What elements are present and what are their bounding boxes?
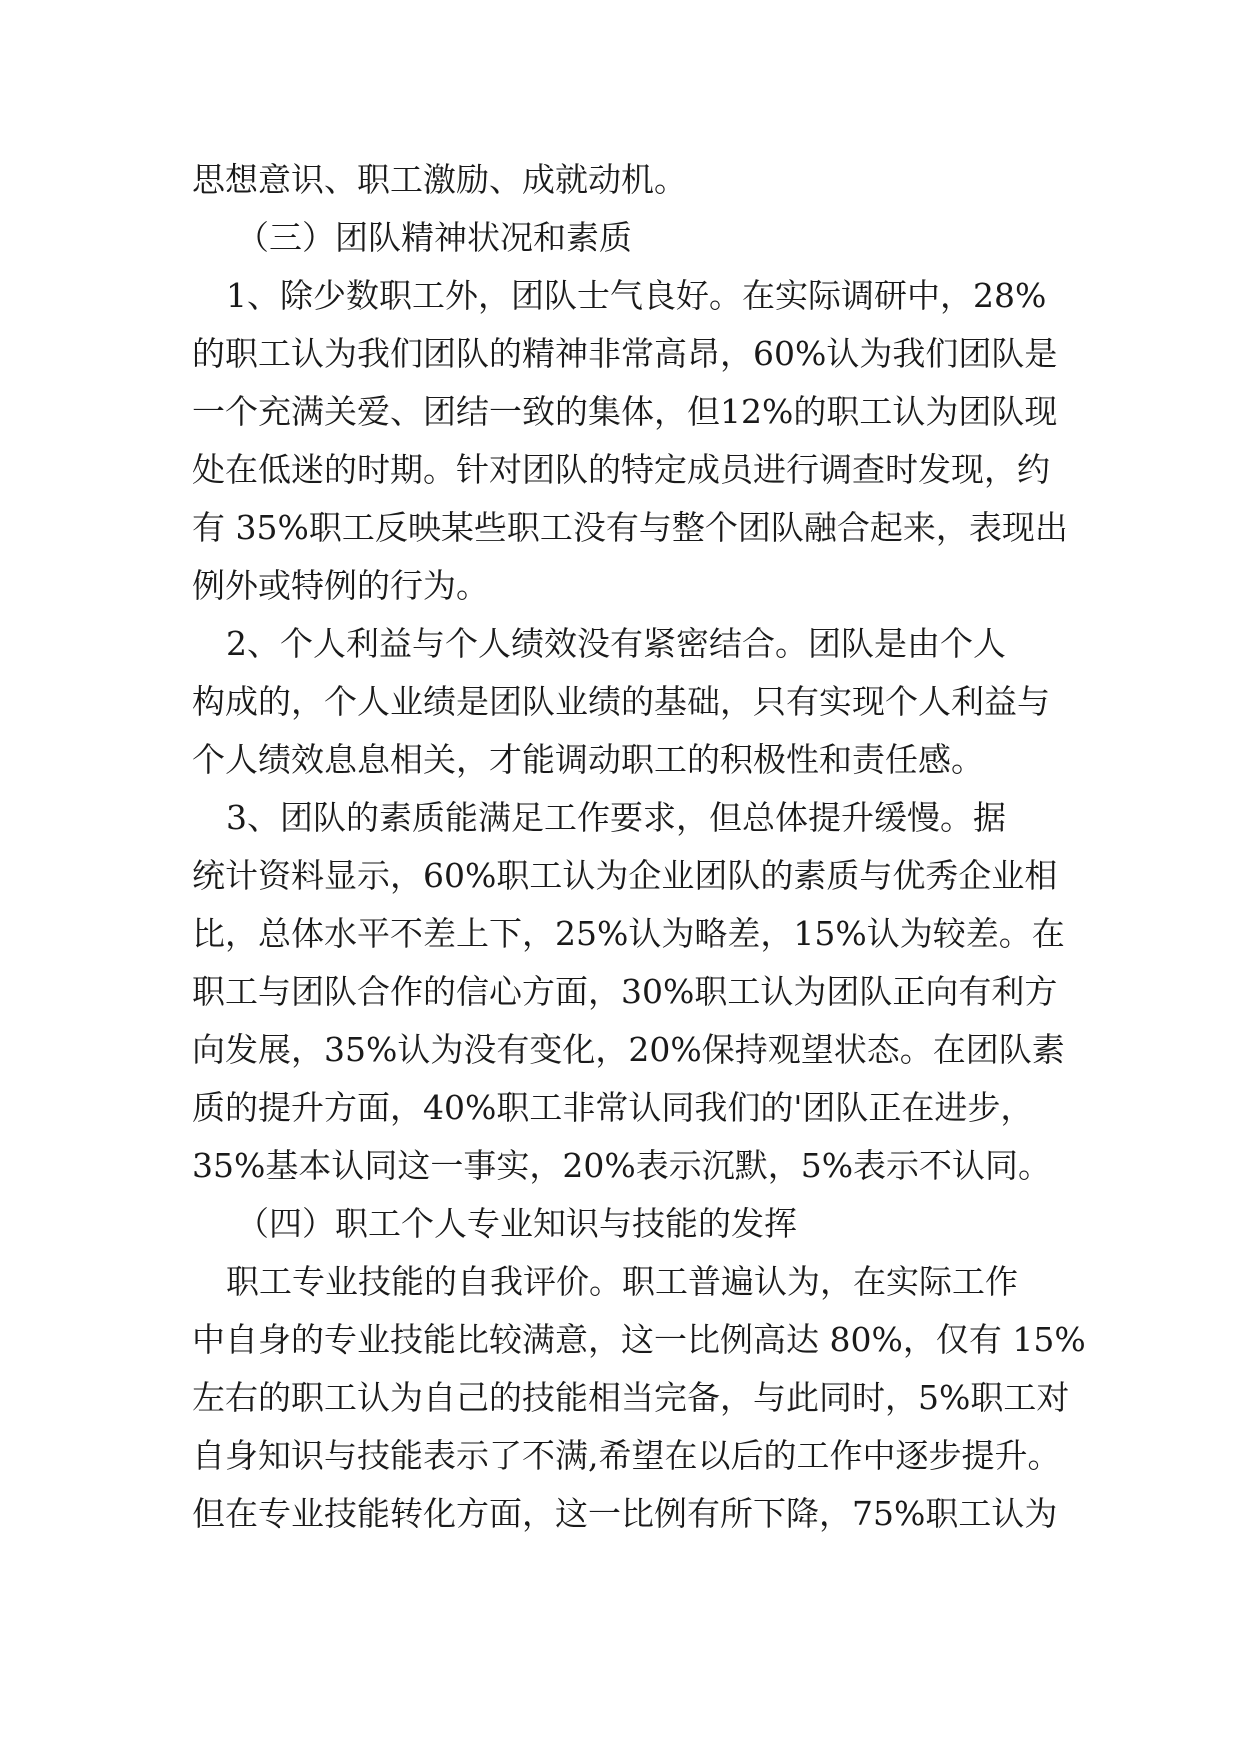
text-line-21: 中自身的专业技能比较满意，这一比例高达 80%，仅有 15% <box>192 1320 1086 1359</box>
section-heading-3: （三）团队精神状况和素质 <box>236 218 632 257</box>
text-line-24: 但在专业技能转化方面，这一比例有所下降，75%职工认为 <box>192 1494 1058 1533</box>
text-line-6: 处在低迷的时期。针对团队的特定成员进行调查时发现，约 <box>192 450 1050 489</box>
text-line-11: 个人绩效息息相关，才能调动职工的积极性和责任感。 <box>192 740 984 779</box>
text-line-13: 统计资料显示，60%职工认为企业团队的素质与优秀企业相 <box>192 856 1058 895</box>
text-line-1: 思想意识、职工激励、成就动机。 <box>192 160 687 199</box>
text-line-9: 2、个人利益与个人绩效没有紧密结合。团队是由个人 <box>226 624 1006 663</box>
text-line-12: 3、团队的素质能满足工作要求，但总体提升缓慢。据 <box>226 798 1006 837</box>
text-line-16: 向发展，35%认为没有变化，20%保持观望状态。在团队素 <box>192 1030 1065 1069</box>
text-line-18: 35%基本认同这一事实，20%表示沉默，5%表示不认同。 <box>192 1146 1052 1185</box>
text-line-15: 职工与团队合作的信心方面，30%职工认为团队正向有利方 <box>192 972 1058 1011</box>
text-line-17: 质的提升方面，40%职工非常认同我们的'团队正在进步， <box>192 1088 1034 1127</box>
text-line-14: 比，总体水平不差上下，25%认为略差，15%认为较差。在 <box>192 914 1065 953</box>
text-line-20: 职工专业技能的自我评价。职工普遍认为，在实际工作 <box>226 1262 1018 1301</box>
text-line-8: 例外或特例的行为。 <box>192 566 489 605</box>
text-line-3: 1、除少数职工外，团队士气良好。在实际调研中，28% <box>226 276 1047 315</box>
text-line-22: 左右的职工认为自己的技能相当完备，与此同时，5%职工对 <box>192 1378 1070 1417</box>
text-line-10: 构成的，个人业绩是团队业绩的基础，只有实现个人利益与 <box>192 682 1050 721</box>
text-line-5: 一个充满关爱、团结一致的集体，但12%的职工认为团队现 <box>192 392 1058 431</box>
text-line-7: 有 35%职工反映某些职工没有与整个团队融合起来，表现出 <box>192 508 1068 547</box>
text-line-23: 自身知识与技能表示了不满,希望在以后的工作中逐步提升。 <box>192 1436 1061 1475</box>
section-heading-4: （四）职工个人专业知识与技能的发挥 <box>236 1204 797 1243</box>
text-line-4: 的职工认为我们团队的精神非常高昂，60%认为我们团队是 <box>192 334 1058 373</box>
